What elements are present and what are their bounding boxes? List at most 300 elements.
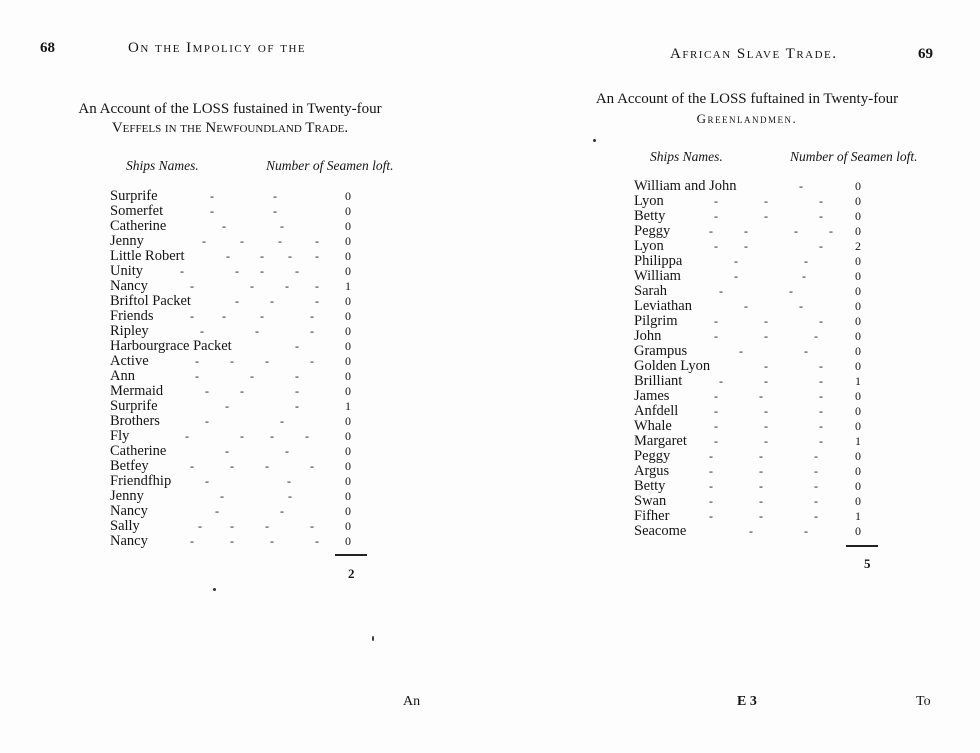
ship-row: [110, 264, 370, 279]
leader-dash: -: [190, 309, 194, 323]
ink-speck: [213, 588, 216, 591]
leader-dash: -: [190, 279, 194, 293]
ship-name: Leviathan: [634, 298, 692, 314]
ship-row: [634, 239, 884, 254]
seamen-lost-value: 0: [345, 429, 351, 443]
ship-name: Lyon: [634, 238, 664, 254]
leader-dash: -: [195, 369, 199, 383]
seamen-lost-value: 0: [855, 284, 861, 298]
leader-dash: -: [210, 189, 214, 203]
ship-name: Brothers: [110, 413, 160, 429]
seamen-lost-value: 0: [855, 524, 861, 538]
table-title-line2: Veffels in the Newfoundland Trade.: [111, 120, 349, 136]
ship-name: William and John: [634, 178, 737, 194]
ship-row: [634, 494, 884, 509]
leader-dash: -: [744, 224, 748, 238]
ship-name: Harbourgrace Packet: [110, 338, 232, 354]
column-header-number: Number of Seamen loft.: [790, 149, 918, 164]
leader-dash: -: [285, 444, 289, 458]
leader-dash: -: [230, 354, 234, 368]
leader-dash: -: [814, 464, 818, 478]
ship-name: Ann: [110, 368, 135, 384]
ship-row: [110, 399, 370, 414]
seamen-lost-value: 0: [855, 479, 861, 493]
seamen-lost-value: 1: [855, 509, 861, 523]
ship-row: [110, 459, 370, 474]
leader-dash: -: [190, 459, 194, 473]
ship-name: Sally: [110, 518, 140, 534]
leader-dash: -: [310, 324, 314, 338]
seamen-lost-value: 0: [345, 519, 351, 533]
leader-dash: -: [270, 429, 274, 443]
ship-row: [634, 314, 884, 329]
seamen-lost-value: 0: [855, 404, 861, 418]
leader-dash: -: [759, 389, 763, 403]
leader-dash: -: [764, 209, 768, 223]
leader-dash: -: [814, 449, 818, 463]
ship-name: Somerfet: [110, 203, 164, 219]
leader-dash: -: [714, 329, 718, 343]
leader-dash: -: [764, 434, 768, 448]
ship-row: [634, 509, 884, 524]
leader-dash: -: [759, 449, 763, 463]
leader-dash: -: [739, 344, 743, 358]
ship-name: Betfey: [110, 458, 149, 474]
ship-name: Jenny: [110, 488, 144, 504]
ship-list: [634, 179, 884, 539]
total-lost: 2: [348, 566, 355, 581]
column-header-number: Number of Seamen loft.: [266, 158, 394, 173]
leader-dash: -: [764, 374, 768, 388]
leader-dash: -: [295, 399, 299, 413]
ship-row: [634, 224, 884, 239]
leader-dash: -: [225, 399, 229, 413]
ship-name: Unity: [110, 263, 144, 279]
leader-dash: -: [764, 419, 768, 433]
leader-dash: -: [714, 194, 718, 208]
leader-dash: -: [265, 354, 269, 368]
leader-dash: -: [819, 209, 823, 223]
leader-dash: -: [789, 284, 793, 298]
leader-dash: -: [260, 264, 264, 278]
ship-name: Friendfhip: [110, 473, 172, 489]
ship-name: Fly: [110, 428, 130, 444]
seamen-lost-value: 0: [345, 369, 351, 383]
ship-row: [634, 374, 884, 389]
leader-dash: -: [295, 264, 299, 278]
ship-name: Whale: [634, 418, 672, 434]
leader-dash: -: [265, 459, 269, 473]
ship-name: Peggy: [634, 448, 671, 464]
leader-dash: -: [230, 534, 234, 548]
ship-name: Surprife: [110, 398, 158, 414]
ship-name: William: [634, 268, 681, 284]
ship-row: [110, 324, 370, 339]
leader-dash: -: [225, 444, 229, 458]
leader-dash: -: [709, 509, 713, 523]
leader-dash: -: [759, 464, 763, 478]
leader-dash: -: [235, 264, 239, 278]
ship-name: Argus: [634, 463, 670, 479]
seamen-lost-value: 0: [345, 489, 351, 503]
ship-row: [110, 414, 370, 429]
leader-dash: -: [764, 329, 768, 343]
seamen-lost-value: 0: [345, 264, 351, 278]
ship-name: Peggy: [634, 223, 671, 239]
seamen-lost-value: 0: [855, 194, 861, 208]
leader-dash: -: [315, 279, 319, 293]
seamen-lost-value: 0: [855, 359, 861, 373]
seamen-lost-value: 0: [855, 464, 861, 478]
sum-rule: [846, 545, 878, 547]
ship-row: [634, 419, 884, 434]
leader-dash: -: [185, 429, 189, 443]
leader-dash: -: [280, 414, 284, 428]
leader-dash: -: [260, 309, 264, 323]
leader-dash: -: [265, 519, 269, 533]
seamen-lost-value: 0: [855, 494, 861, 508]
leader-dash: -: [734, 254, 738, 268]
leader-dash: -: [190, 534, 194, 548]
leader-dash: -: [273, 189, 277, 203]
ship-name: Pilgrim: [634, 313, 678, 329]
column-header-names: Ships Names.: [126, 158, 199, 173]
leader-dash: -: [222, 309, 226, 323]
seamen-lost-value: 0: [345, 309, 351, 323]
seamen-lost-value: 0: [855, 209, 861, 223]
seamen-lost-value: 0: [345, 234, 351, 248]
ship-row: [110, 354, 370, 369]
catchword: An: [403, 694, 421, 709]
page-number: 69: [918, 46, 933, 62]
leader-dash: -: [804, 254, 808, 268]
leader-dash: -: [295, 369, 299, 383]
leader-dash: -: [230, 459, 234, 473]
leader-dash: -: [819, 239, 823, 253]
ship-row: [110, 504, 370, 519]
leader-dash: -: [310, 354, 314, 368]
table-title: [562, 90, 932, 128]
ship-name: Sarah: [634, 283, 668, 299]
ship-name: Seacome: [634, 523, 687, 539]
leader-dash: -: [709, 479, 713, 493]
seamen-lost-value: 0: [345, 459, 351, 473]
ship-name: Active: [110, 353, 149, 369]
leader-dash: -: [804, 344, 808, 358]
seamen-lost-value: 0: [345, 444, 351, 458]
leader-dash: -: [195, 354, 199, 368]
leader-dash: -: [709, 494, 713, 508]
signature-mark: E 3: [737, 694, 757, 709]
seamen-lost-value: 0: [855, 329, 861, 343]
seamen-lost-value: 0: [345, 534, 351, 548]
leader-dash: -: [819, 434, 823, 448]
leader-dash: -: [714, 239, 718, 253]
leader-dash: -: [714, 419, 718, 433]
leader-dash: -: [215, 504, 219, 518]
seamen-lost-value: 0: [855, 224, 861, 238]
ship-name: Golden Lyon: [634, 358, 711, 374]
leader-dash: -: [719, 374, 723, 388]
page-number: 68: [40, 40, 55, 56]
seamen-lost-value: 1: [855, 434, 861, 448]
ship-name: Ripley: [110, 323, 149, 339]
table-title-line1: An Account of the LOSS fustained in Twenty-four: [78, 101, 382, 117]
seamen-lost-value: 1: [345, 279, 351, 293]
leader-dash: -: [230, 519, 234, 533]
ship-name: Lyon: [634, 193, 664, 209]
ship-row: [110, 279, 370, 294]
ship-row: [110, 309, 370, 324]
ship-name: Catherine: [110, 218, 167, 234]
ship-row: [110, 519, 370, 534]
ship-name: Swan: [634, 493, 667, 509]
leader-dash: -: [734, 269, 738, 283]
ink-speck: [593, 139, 596, 142]
leader-dash: -: [764, 314, 768, 328]
leader-dash: -: [260, 249, 264, 263]
ship-name: Fifher: [634, 508, 670, 524]
leader-dash: -: [749, 524, 753, 538]
ship-name: Grampus: [634, 343, 688, 359]
leader-dash: -: [759, 494, 763, 508]
leader-dash: -: [315, 249, 319, 263]
ship-row: [110, 204, 370, 219]
leader-dash: -: [205, 474, 209, 488]
sum-rule: [335, 554, 367, 556]
leader-dash: -: [744, 239, 748, 253]
leader-dash: -: [280, 504, 284, 518]
leader-dash: -: [273, 204, 277, 218]
ship-name: Betty: [634, 208, 666, 224]
leader-dash: -: [764, 194, 768, 208]
seamen-lost-value: 0: [345, 504, 351, 518]
ship-row: [110, 429, 370, 444]
ship-row: [110, 474, 370, 489]
leader-dash: -: [819, 314, 823, 328]
leader-dash: -: [315, 294, 319, 308]
ship-row: [634, 344, 884, 359]
leader-dash: -: [814, 329, 818, 343]
leader-dash: -: [802, 269, 806, 283]
ship-row: [110, 534, 370, 549]
leader-dash: -: [714, 209, 718, 223]
seamen-lost-value: 0: [345, 324, 351, 338]
ship-row: [634, 389, 884, 404]
leader-dash: -: [255, 324, 259, 338]
leader-dash: -: [814, 479, 818, 493]
total-lost: 5: [864, 556, 871, 571]
ship-row: [110, 249, 370, 264]
seamen-lost-value: 0: [855, 344, 861, 358]
ship-name: Nancy: [110, 503, 148, 519]
leader-dash: -: [814, 494, 818, 508]
ship-name: Jenny: [110, 233, 144, 249]
ship-row: [110, 489, 370, 504]
leader-dash: -: [180, 264, 184, 278]
table-title: [30, 100, 430, 138]
ship-row: [634, 404, 884, 419]
leader-dash: -: [220, 489, 224, 503]
ship-row: [110, 294, 370, 309]
leader-dash: -: [315, 234, 319, 248]
leader-dash: -: [287, 474, 291, 488]
leader-dash: -: [305, 429, 309, 443]
leader-dash: -: [709, 224, 713, 238]
leader-dash: -: [804, 524, 808, 538]
ship-row: [110, 339, 370, 354]
ship-name: Friends: [110, 308, 154, 324]
leader-dash: -: [714, 434, 718, 448]
ship-name: Mermaid: [110, 383, 164, 399]
seamen-lost-value: 0: [345, 189, 351, 203]
leader-dash: -: [210, 204, 214, 218]
leader-dash: -: [198, 519, 202, 533]
leader-dash: -: [310, 459, 314, 473]
leader-dash: -: [709, 449, 713, 463]
ship-row: [634, 209, 884, 224]
leader-dash: -: [288, 489, 292, 503]
leader-dash: -: [222, 219, 226, 233]
seamen-lost-value: 0: [345, 474, 351, 488]
leader-dash: -: [205, 414, 209, 428]
leader-dash: -: [819, 374, 823, 388]
leader-dash: -: [764, 404, 768, 418]
seamen-lost-value: 0: [345, 354, 351, 368]
ship-row: [634, 329, 884, 344]
seamen-lost-value: 0: [855, 314, 861, 328]
leader-dash: -: [829, 224, 833, 238]
ship-name: Brilliant: [634, 373, 683, 389]
leader-dash: -: [714, 404, 718, 418]
leader-dash: -: [709, 464, 713, 478]
ship-name: Surprife: [110, 188, 158, 204]
leader-dash: -: [310, 519, 314, 533]
leader-dash: -: [714, 389, 718, 403]
seamen-lost-value: 0: [345, 384, 351, 398]
leader-dash: -: [799, 179, 803, 193]
ship-name: Little Robert: [110, 248, 185, 264]
seamen-lost-value: 1: [345, 399, 351, 413]
ship-row: [634, 434, 884, 449]
leader-dash: -: [250, 279, 254, 293]
leader-dash: -: [240, 429, 244, 443]
ship-row: [110, 189, 370, 204]
leader-dash: -: [235, 294, 239, 308]
ship-row: [110, 219, 370, 234]
leader-dash: -: [240, 234, 244, 248]
leader-dash: -: [240, 384, 244, 398]
ship-row: [634, 179, 884, 194]
ship-row: [110, 444, 370, 459]
leader-dash: -: [270, 294, 274, 308]
ship-row: [634, 284, 884, 299]
running-head: African Slave Trade.: [670, 46, 838, 62]
leader-dash: -: [819, 359, 823, 373]
seamen-lost-value: 0: [855, 299, 861, 313]
leader-dash: -: [719, 284, 723, 298]
ship-row: [634, 254, 884, 269]
ship-name: Betty: [634, 478, 666, 494]
ship-row: [110, 234, 370, 249]
leader-dash: -: [799, 299, 803, 313]
leader-dash: -: [819, 389, 823, 403]
leader-dash: -: [200, 324, 204, 338]
leader-dash: -: [819, 419, 823, 433]
seamen-lost-value: 1: [855, 374, 861, 388]
column-header-names: Ships Names.: [650, 149, 723, 164]
leader-dash: -: [226, 249, 230, 263]
ship-row: [634, 449, 884, 464]
leader-dash: -: [270, 534, 274, 548]
seamen-lost-value: 0: [855, 254, 861, 268]
leader-dash: -: [744, 299, 748, 313]
table-title-line2: Greenlandmen.: [696, 111, 798, 126]
leader-dash: -: [310, 309, 314, 323]
leader-dash: -: [205, 384, 209, 398]
seamen-lost-value: 0: [345, 219, 351, 233]
ship-row: [110, 384, 370, 399]
ship-name: John: [634, 328, 662, 344]
leader-dash: -: [714, 314, 718, 328]
leader-dash: -: [759, 479, 763, 493]
ship-name: Nancy: [110, 533, 148, 549]
ship-row: [634, 464, 884, 479]
seamen-lost-value: 0: [855, 419, 861, 433]
ship-name: Philippa: [634, 253, 683, 269]
ship-list: [110, 189, 370, 549]
ship-name: Margaret: [634, 433, 687, 449]
ship-name: Catherine: [110, 443, 167, 459]
seamen-lost-value: 0: [855, 179, 861, 193]
leader-dash: -: [759, 509, 763, 523]
leader-dash: -: [819, 194, 823, 208]
ship-name: Briftol Packet: [110, 293, 191, 309]
leader-dash: -: [288, 249, 292, 263]
leader-dash: -: [315, 534, 319, 548]
ship-row: [634, 524, 884, 539]
leader-dash: -: [202, 234, 206, 248]
ship-row: [634, 479, 884, 494]
ship-name: Nancy: [110, 278, 148, 294]
table-title-line1: An Account of the LOSS fuftained in Twenty-four: [595, 91, 899, 107]
ship-row: [634, 299, 884, 314]
seamen-lost-value: 0: [345, 414, 351, 428]
leader-dash: -: [814, 509, 818, 523]
right-page: [490, 0, 980, 753]
leader-dash: -: [278, 234, 282, 248]
leader-dash: -: [295, 339, 299, 353]
leader-dash: -: [285, 279, 289, 293]
running-head: On the Impolicy of the: [128, 40, 307, 56]
left-page: [0, 0, 470, 753]
seamen-lost-value: 0: [855, 449, 861, 463]
ship-row: [634, 194, 884, 209]
leader-dash: -: [295, 384, 299, 398]
catchword: To: [916, 694, 931, 709]
seamen-lost-value: 0: [345, 249, 351, 263]
seamen-lost-value: 0: [345, 294, 351, 308]
leader-dash: -: [764, 359, 768, 373]
seamen-lost-value: 0: [345, 204, 351, 218]
leader-dash: -: [819, 404, 823, 418]
ship-name: Anfdell: [634, 403, 679, 419]
seamen-lost-value: 0: [855, 269, 861, 283]
seamen-lost-value: 2: [855, 239, 861, 253]
leader-dash: -: [794, 224, 798, 238]
ship-name: James: [634, 388, 670, 404]
ship-row: [634, 269, 884, 284]
